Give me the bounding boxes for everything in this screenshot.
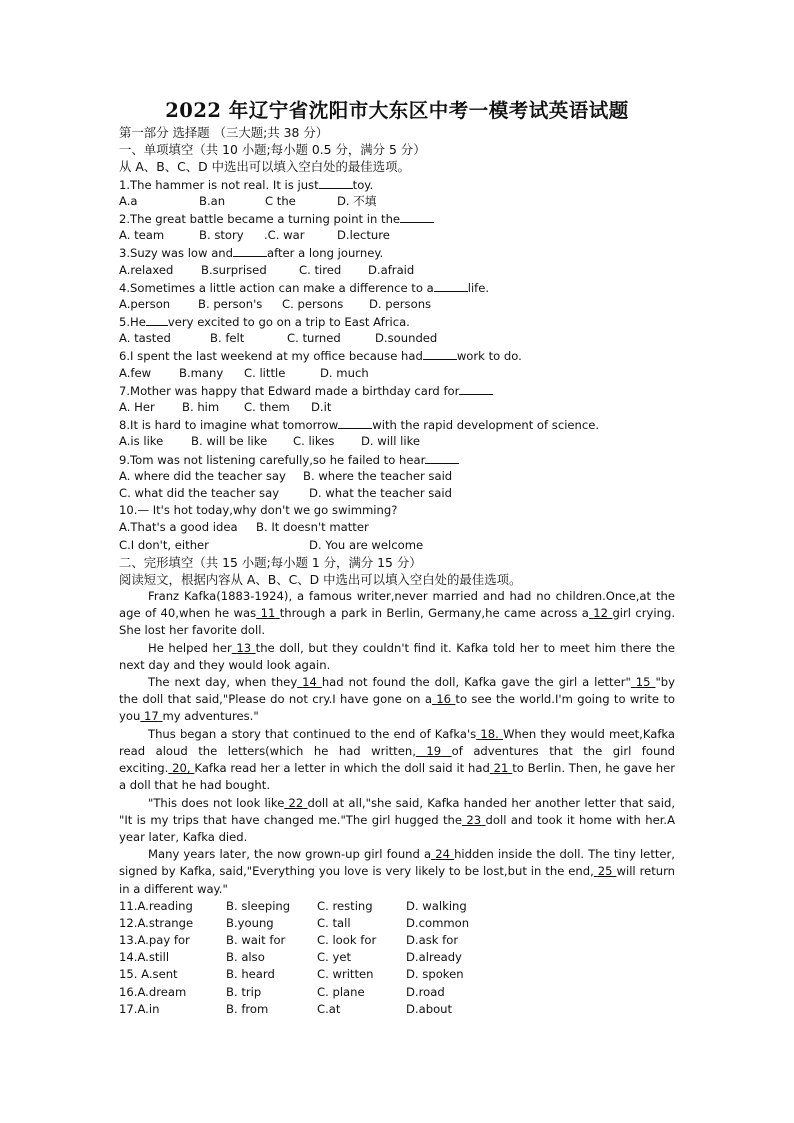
passage-text: to Berlin. Then, he gave her a doll that he had bought. — [119, 761, 676, 793]
page-title: 2022 年辽宁省沈阳市大东区中考一模考试英语试题 — [165, 99, 629, 122]
passage-text: will return in a different way." — [119, 864, 676, 896]
question-stem — [119, 244, 675, 261]
option[interactable]: D.already — [406, 950, 462, 965]
question-stem — [119, 382, 675, 399]
option[interactable]: B.an — [199, 193, 226, 208]
option[interactable]: C the — [265, 193, 296, 208]
passage-text: "This does not look like — [148, 795, 285, 810]
blank-number — [297, 675, 322, 689]
option[interactable]: D. will like — [361, 434, 421, 449]
question-text-tail: with the rapid development of science. — [372, 418, 600, 433]
answer-option-row — [119, 949, 675, 966]
option[interactable]: B. also — [226, 950, 265, 965]
cloze-answer-options — [119, 898, 675, 1018]
blank-number-text: 16 — [436, 692, 452, 707]
answer-blank — [233, 244, 267, 257]
option[interactable]: B. trip — [226, 984, 262, 999]
option[interactable]: D. spoken — [406, 967, 464, 982]
passage-text: hidden inside the doll. The tiny letter, signed by Kafka, said,"Everything you love is very likely to be lost,but in the end, — [119, 847, 675, 879]
option[interactable]: B.young — [226, 915, 274, 930]
option[interactable]: B. story — [199, 228, 244, 243]
option[interactable]: D.it — [311, 400, 332, 414]
option-row — [119, 399, 675, 416]
question-text-tail: very excited to go on a trip to East Africa. — [167, 315, 410, 330]
passage-paragraph — [119, 846, 675, 898]
passage-text: When they would meet,Kafka read aloud the letters(which he had written, — [119, 726, 676, 758]
option[interactable]: 11.A.reading — [119, 898, 193, 913]
passage-text: He helped her — [148, 640, 232, 655]
answer-blank — [425, 451, 459, 464]
passage-paragraph — [119, 588, 675, 640]
answer-option-row — [119, 932, 675, 949]
section1-heading: 一、单项填空（共 10 小题;每小题 0.5 分，满分 5 分） — [119, 142, 426, 158]
passage-text: girl crying. She lost her favorite doll. — [119, 606, 676, 638]
option[interactable]: B. where the teacher said — [303, 468, 453, 483]
answer-option-row — [119, 915, 675, 932]
option[interactable]: D.common — [406, 915, 470, 930]
option[interactable]: 12.A.strange — [119, 915, 194, 930]
option-row — [119, 433, 675, 450]
option[interactable]: D. persons — [369, 296, 432, 311]
question-stem — [119, 451, 675, 468]
question-text: 4.Sometimes a little action can make a difference to a — [119, 280, 434, 295]
question-stem — [119, 176, 675, 193]
option[interactable]: A.few — [119, 365, 152, 380]
section2-instruction: 阅读短文，根据内容从 A、B、C、D 中选出可以填入空白处的最佳选项。 — [119, 571, 522, 587]
option-row — [119, 537, 675, 554]
option[interactable]: B. It doesn't matter — [256, 520, 369, 535]
option[interactable]: D. 不填 — [337, 193, 377, 208]
passage-paragraph — [119, 674, 675, 726]
option[interactable]: C. them — [244, 400, 290, 414]
answer-blank — [434, 279, 468, 292]
question-text: 9.Tom was not listening carefully,so he failed to hear — [119, 452, 426, 467]
option-row — [119, 296, 675, 313]
blank-number — [168, 761, 194, 775]
option[interactable]: A. where did the teacher say — [119, 468, 286, 483]
option[interactable]: D.lecture — [337, 228, 390, 243]
passage-text: the doll, but they couldn't find it. Kafka told her to meet him there the next day and they would look again. — [119, 640, 676, 672]
option[interactable]: B. sleeping — [226, 898, 291, 913]
exam-content — [119, 124, 675, 1018]
option[interactable]: D.about — [406, 1001, 453, 1016]
blank-number — [476, 727, 503, 741]
single-choice-questions — [119, 176, 675, 554]
option-row — [119, 193, 675, 210]
blank-number-text: 25 — [597, 864, 613, 879]
option[interactable]: B.surprised — [201, 262, 267, 277]
option[interactable]: D.ask for — [406, 933, 459, 948]
blank-number-text: 19 — [426, 743, 442, 758]
answer-blank — [459, 382, 493, 395]
blank-number-text: 18. — [480, 726, 499, 741]
passage-text: Franz Kafka(1883-1924), a famous writer,never married and had no children.Once,at the age of 40,when he was — [119, 589, 675, 621]
question-stem — [119, 502, 675, 519]
question-text: 2.The great battle became a turning point in the — [119, 211, 401, 226]
answer-blank — [319, 176, 353, 189]
passage-paragraph — [119, 726, 675, 795]
blank-number — [140, 709, 162, 723]
option[interactable]: C. tall — [317, 915, 351, 930]
option[interactable]: B.many — [179, 365, 224, 380]
passage-text: Many years later, the now grown-up girl found a — [148, 847, 432, 862]
answer-option-row — [119, 984, 675, 1001]
option[interactable]: A.a — [119, 193, 138, 208]
option[interactable]: D.road — [406, 984, 445, 999]
passage-text: "by the doll that said,"Please do not cry.I have gone on a — [119, 675, 676, 707]
blank-number — [589, 606, 613, 620]
option[interactable]: A.is like — [119, 434, 164, 449]
blank-number-text: 22 — [288, 795, 304, 810]
question-stem — [119, 210, 675, 227]
blank-number-text: 24 — [435, 847, 450, 862]
option[interactable]: C. yet — [317, 950, 352, 965]
answer-option-row — [119, 1001, 675, 1018]
option[interactable]: C. turned — [287, 331, 341, 346]
question-text: 1.The hammer is not real. It is just — [119, 177, 319, 192]
option-row — [119, 227, 675, 244]
option[interactable]: C. little — [244, 365, 286, 380]
option[interactable]: B. him — [182, 400, 220, 414]
passage-text: of adventures that the girl found exciting. — [119, 743, 676, 776]
answer-option-row — [119, 898, 675, 915]
option[interactable]: A. tasted — [119, 331, 171, 346]
option-row — [119, 262, 675, 279]
cloze-passage — [119, 588, 675, 898]
blank-number — [256, 606, 280, 620]
option[interactable]: D. You are welcome — [309, 537, 424, 552]
option[interactable]: C.at — [317, 1001, 341, 1016]
option-row — [119, 485, 675, 502]
passage-paragraph — [119, 640, 675, 674]
blank-number — [631, 675, 656, 689]
option-row — [119, 519, 675, 536]
option[interactable]: C.I don't, either — [119, 537, 209, 552]
blank-number — [416, 744, 452, 758]
option[interactable]: C. look for — [317, 933, 377, 948]
question-text-tail: life. — [467, 280, 490, 295]
blank-number — [490, 761, 512, 775]
question-text-tail: work to do. — [456, 349, 522, 364]
question-text: 7.Mother was happy that Edward made a birthday card for — [119, 383, 460, 398]
blank-number-text: 21 — [493, 761, 509, 776]
section1-instruction: 从 A、B、C、D 中选出可以填入空白处的最佳选项。 — [119, 159, 410, 175]
answer-blank — [423, 347, 457, 360]
answer-blank — [146, 313, 168, 326]
blank-number — [462, 813, 486, 827]
option[interactable]: A.That's a good idea — [119, 520, 238, 535]
option[interactable]: 14.A.still — [119, 950, 170, 965]
blank-number-text: 23 — [466, 812, 482, 827]
passage-text: my adventures." — [162, 709, 259, 724]
passage-text: Thus began a story that continued to the end of Kafka's — [148, 726, 477, 741]
option[interactable]: C. resting — [317, 898, 373, 913]
option[interactable]: C. likes — [293, 434, 335, 449]
question-stem — [119, 416, 675, 433]
option-row — [119, 330, 675, 347]
section2-heading: 二、完形填空（共 15 小题;每小题 1 分，满分 15 分） — [119, 554, 422, 570]
option[interactable]: B. felt — [210, 331, 245, 346]
answer-blank — [338, 416, 372, 429]
option-row — [119, 365, 675, 382]
part1-heading: 第一部分 选择题 （三大题;共 38 分） — [119, 125, 329, 140]
passage-text: doll at all,"she said, Kafka handed her another letter that said, "It is my trips that have changed me."The girl hugged the — [119, 795, 676, 827]
question-stem — [119, 313, 675, 330]
passage-text: The next day, when they — [148, 675, 298, 690]
option-row — [119, 468, 675, 485]
blank-number-text: 14 — [302, 675, 317, 690]
option[interactable]: B. from — [226, 1001, 269, 1016]
blank-number-text: 13 — [236, 640, 252, 655]
option[interactable]: B. person's — [198, 296, 263, 311]
question-text: 10.— It's hot today,why don't we go swimming? — [119, 503, 398, 518]
blank-number — [594, 864, 617, 878]
blank-number-text: 20, — [172, 761, 191, 776]
passage-paragraph — [119, 795, 675, 847]
blank-number-text: 17 — [144, 709, 159, 724]
option[interactable]: A. Her — [119, 400, 155, 414]
blank-number — [232, 641, 256, 655]
blank-number-text: 15 — [635, 675, 651, 690]
question-stem — [119, 347, 675, 364]
option[interactable]: .C. war — [264, 228, 305, 243]
option[interactable]: B. will be like — [191, 434, 268, 449]
passage-text: to see the world.I'm going to write to you — [119, 692, 676, 724]
option[interactable]: A.relaxed — [119, 262, 174, 277]
option[interactable]: 13.A.pay for — [119, 933, 190, 948]
option[interactable]: 17.A.in — [119, 1001, 160, 1016]
option[interactable]: C. what did the teacher say — [119, 485, 280, 500]
option[interactable]: B. heard — [226, 967, 275, 982]
option[interactable]: B. wait for — [226, 933, 286, 948]
option[interactable]: D.afraid — [368, 262, 415, 277]
blank-number-text: 12 — [593, 606, 609, 621]
blank-number — [432, 692, 455, 706]
blank-number — [284, 796, 307, 810]
option[interactable]: A. team — [119, 228, 165, 243]
question-text: 3.Suzy was low and — [119, 246, 234, 261]
answer-blank — [400, 210, 434, 223]
question-text: 6.I spent the last weekend at my office because had — [119, 349, 423, 364]
blank-number — [431, 847, 454, 861]
passage-text: through a park in Berlin, Germany,he came across a — [279, 606, 589, 621]
question-text-tail: toy. — [352, 177, 374, 192]
passage-text: had not found the doll, Kafka gave the girl a letter" — [321, 675, 631, 690]
option[interactable]: C. plane — [317, 984, 365, 999]
question-text: 5.He — [119, 315, 146, 330]
question-text: 8.It is hard to imagine what tomorrow — [119, 418, 339, 433]
option[interactable]: C. tired — [299, 262, 342, 277]
option[interactable]: D. what the teacher said — [309, 485, 452, 500]
option[interactable]: C. written — [317, 967, 374, 982]
passage-text: doll and took it home with her.A year later, Kafka died. — [119, 812, 676, 844]
option[interactable]: A.person — [119, 296, 171, 311]
option[interactable]: 16.A.dream — [119, 984, 187, 999]
question-text-tail: after a long journey. — [267, 246, 384, 261]
blank-number-text: 11 — [260, 606, 276, 621]
option[interactable]: C. persons — [282, 296, 344, 311]
answer-option-row — [119, 966, 675, 983]
question-stem — [119, 279, 675, 296]
option[interactable]: D. walking — [406, 898, 467, 913]
option[interactable]: D. much — [320, 365, 369, 380]
option[interactable]: 15. A.sent — [119, 967, 178, 982]
option[interactable]: D.sounded — [375, 331, 438, 346]
passage-text: Kafka read her a letter in which the doll said it had — [194, 761, 490, 776]
